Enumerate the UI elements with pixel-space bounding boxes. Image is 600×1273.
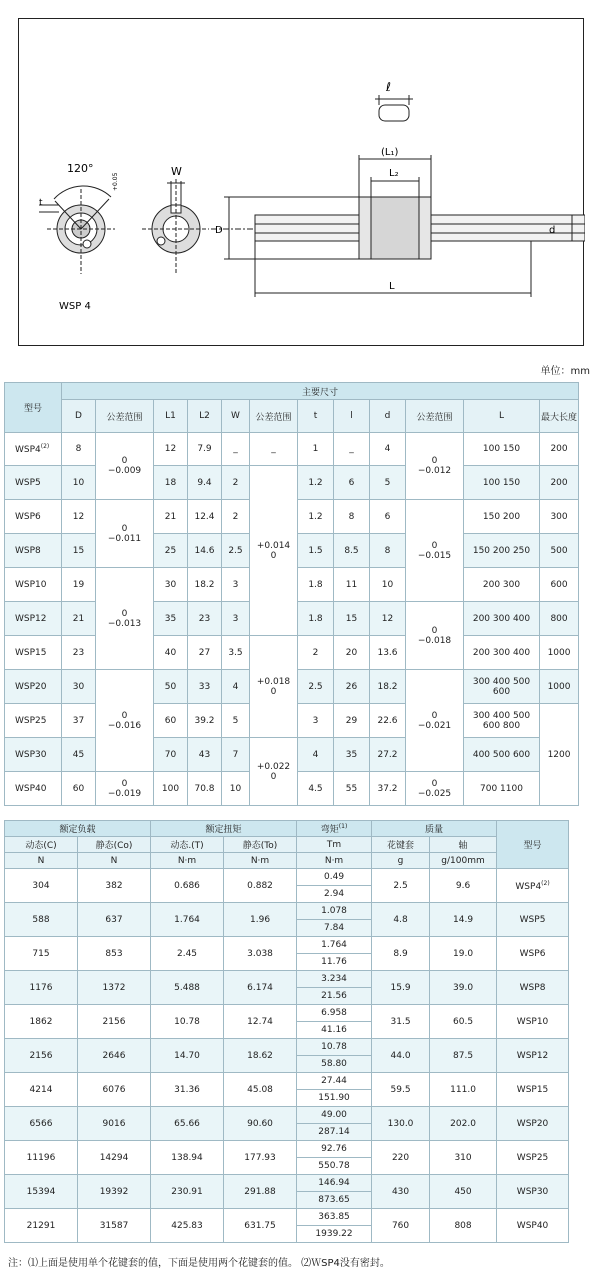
cell-L: 200 300 400 — [464, 602, 540, 636]
cell-t: 4.5 — [298, 772, 334, 806]
cell-maxlen: 1000 — [540, 670, 579, 704]
cell-moment-single: 1.078 — [297, 903, 372, 920]
cell-L1: 30 — [154, 568, 188, 602]
cell-maxlen: 500 — [540, 534, 579, 568]
cell-model: WSP15 — [497, 1073, 569, 1107]
cell-moment-double: 1939.22 — [297, 1226, 372, 1243]
cell-L: 100 150 — [464, 466, 540, 500]
cell-d: 8 — [370, 534, 406, 568]
cell-tol-W: +0.022 0 — [250, 738, 298, 806]
header-model2: 型号 — [497, 821, 569, 869]
cell-t: 1.2 — [298, 500, 334, 534]
unit-n: N — [5, 853, 78, 869]
unit-nm: N·m — [151, 853, 224, 869]
cell-d: 18.2 — [370, 670, 406, 704]
cell-t: 2.5 — [298, 670, 334, 704]
cell-mass-key: 8.9 — [372, 937, 430, 971]
cell-L1: 21 — [154, 500, 188, 534]
cell-t: 1 — [298, 433, 334, 466]
cell-l: 8 — [334, 500, 370, 534]
cell-t: 4 — [298, 738, 334, 772]
cell-to: 18.62 — [224, 1039, 297, 1073]
cell-D: 60 — [62, 772, 96, 806]
cell-W: 5 — [222, 704, 250, 738]
cell-co: 2156 — [78, 1005, 151, 1039]
cell-moment-single: 3.234 — [297, 971, 372, 988]
cell-c: 2156 — [5, 1039, 78, 1073]
cell-d: 4 — [370, 433, 406, 466]
cell-t: 5.488 — [151, 971, 224, 1005]
drawing-svg — [19, 19, 585, 347]
cell-co: 6076 — [78, 1073, 151, 1107]
cell-L2: 43 — [188, 738, 222, 772]
cell-moment-double: 7.84 — [297, 920, 372, 937]
cell-maxlen: 600 — [540, 568, 579, 602]
cell-tol-d: 0 −0.018 — [406, 602, 464, 670]
cell-mass-key: 31.5 — [372, 1005, 430, 1039]
cell-L2: 33 — [188, 670, 222, 704]
header-maxlen: 最大长度 — [540, 400, 579, 433]
header-W: W — [222, 400, 250, 433]
cell-L1: 60 — [154, 704, 188, 738]
table-row-model: WSP5 — [5, 466, 62, 500]
cell-d: 13.6 — [370, 636, 406, 670]
cell-to: 291.88 — [224, 1175, 297, 1209]
header-L: L — [464, 400, 540, 433]
cell-moment-single: 10.78 — [297, 1039, 372, 1056]
cell-D: 8 — [62, 433, 96, 466]
cell-tol-d: 0 −0.015 — [406, 500, 464, 602]
cell-mass-shaft: 310 — [430, 1141, 497, 1175]
cell-tol-D: 0 −0.009 — [96, 433, 154, 500]
cell-W: 2 — [222, 500, 250, 534]
cell-l: 8.5 — [334, 534, 370, 568]
cell-W: 3.5 — [222, 636, 250, 670]
header-key: 花键套 — [372, 837, 430, 853]
cell-c: 1176 — [5, 971, 78, 1005]
cell-to: 90.60 — [224, 1107, 297, 1141]
cell-W: 7 — [222, 738, 250, 772]
cell-W: 10 — [222, 772, 250, 806]
cell-model: WSP6 — [497, 937, 569, 971]
cell-mass-shaft: 808 — [430, 1209, 497, 1243]
cell-tol-D: 0 −0.019 — [96, 772, 154, 806]
table-row-model: WSP8 — [5, 534, 62, 568]
d-big-label: D — [215, 225, 223, 236]
cell-co: 14294 — [78, 1141, 151, 1175]
cell-tol-W: +0.014 0 — [250, 466, 298, 636]
table-row-model: WSP15 — [5, 636, 62, 670]
cell-c: 4214 — [5, 1073, 78, 1107]
unit-label: 单位：mm — [540, 366, 590, 377]
header-mass: 质量 — [372, 821, 497, 837]
cell-maxlen: 200 — [540, 433, 579, 466]
cell-model: WSP30 — [497, 1175, 569, 1209]
cell-c: 6566 — [5, 1107, 78, 1141]
cell-model: WSP25 — [497, 1141, 569, 1175]
cell-maxlen: 300 — [540, 500, 579, 534]
cell-D: 12 — [62, 500, 96, 534]
load-table — [4, 820, 569, 1243]
cell-L1: 35 — [154, 602, 188, 636]
cell-moment-double: 151.90 — [297, 1090, 372, 1107]
cell-W: 4 — [222, 670, 250, 704]
cell-c: 1862 — [5, 1005, 78, 1039]
header-l: l — [334, 400, 370, 433]
header-shaft: 轴 — [430, 837, 497, 853]
cell-d: 22.6 — [370, 704, 406, 738]
cell-mass-key: 59.5 — [372, 1073, 430, 1107]
cell-l: 29 — [334, 704, 370, 738]
cell-model: WSP40 — [497, 1209, 569, 1243]
cell-to: 3.038 — [224, 937, 297, 971]
cell-D: 10 — [62, 466, 96, 500]
cell-model: WSP5 — [497, 903, 569, 937]
cell-co: 2646 — [78, 1039, 151, 1073]
cell-L1: 100 — [154, 772, 188, 806]
cell-moment-single: 146.94 — [297, 1175, 372, 1192]
cell-moment-single: 27.44 — [297, 1073, 372, 1090]
cell-c: 304 — [5, 869, 78, 903]
unit-g: g — [372, 853, 430, 869]
cell-tol-D: 0 −0.016 — [96, 670, 154, 772]
cell-W: 2.5 — [222, 534, 250, 568]
cell-mass-key: 15.9 — [372, 971, 430, 1005]
cell-L: 200 300 400 — [464, 636, 540, 670]
cell-t: 230.91 — [151, 1175, 224, 1209]
tolerance-label: +0.05 — [112, 172, 119, 191]
header-moment: 弯矩$^{(1)}$ — [297, 821, 372, 837]
technical-drawing — [18, 18, 584, 346]
cell-l: 26 — [334, 670, 370, 704]
header-sta-to: 静态(To) — [224, 837, 297, 853]
cell-moment-single: 92.76 — [297, 1141, 372, 1158]
cell-L2: 9.4 — [188, 466, 222, 500]
cell-l: 20 — [334, 636, 370, 670]
cell-mass-key: 760 — [372, 1209, 430, 1243]
end-view-left — [39, 186, 115, 274]
cell-t: 1.8 — [298, 602, 334, 636]
cell-mass-shaft: 87.5 — [430, 1039, 497, 1073]
cell-model: WSP8 — [497, 971, 569, 1005]
cell-d: 37.2 — [370, 772, 406, 806]
cell-mass-shaft: 450 — [430, 1175, 497, 1209]
cell-tol-d: 0 −0.012 — [406, 433, 464, 500]
cell-co: 1372 — [78, 971, 151, 1005]
cell-t: 425.83 — [151, 1209, 224, 1243]
cell-t: 2.45 — [151, 937, 224, 971]
unit-n2: N — [78, 853, 151, 869]
cell-to: 1.96 — [224, 903, 297, 937]
cell-moment-double: 873.65 — [297, 1192, 372, 1209]
cell-L2: 23 — [188, 602, 222, 636]
cell-L2: 7.9 — [188, 433, 222, 466]
cell-W: _ — [222, 433, 250, 466]
cell-L1: 50 — [154, 670, 188, 704]
cell-tol-d: 0 −0.021 — [406, 670, 464, 772]
cell-moment-double: 41.16 — [297, 1022, 372, 1039]
cell-c: 11196 — [5, 1141, 78, 1175]
cell-L1: 40 — [154, 636, 188, 670]
cell-tol-d: 0 −0.025 — [406, 772, 464, 806]
cell-l: 11 — [334, 568, 370, 602]
header-d: d — [370, 400, 406, 433]
cell-c: 21291 — [5, 1209, 78, 1243]
model-label: WSP 4 — [59, 301, 91, 312]
header-tol-W: 公差范围 — [250, 400, 298, 433]
table-row-model: WSP10 — [5, 568, 62, 602]
cell-mass-key: 2.5 — [372, 869, 430, 903]
header-torque: 额定扭矩 — [151, 821, 297, 837]
unit-nm2: N·m — [224, 853, 297, 869]
angle-label: 120° — [67, 162, 94, 175]
w-label: W — [171, 165, 182, 178]
cell-co: 19392 — [78, 1175, 151, 1209]
cell-D: 23 — [62, 636, 96, 670]
header-load: 额定负载 — [5, 821, 151, 837]
cell-L1: 25 — [154, 534, 188, 568]
cell-moment-double: 2.94 — [297, 886, 372, 903]
cell-D: 37 — [62, 704, 96, 738]
cell-t: 14.70 — [151, 1039, 224, 1073]
cell-mass-shaft: 111.0 — [430, 1073, 497, 1107]
cell-L: 200 300 — [464, 568, 540, 602]
cell-co: 31587 — [78, 1209, 151, 1243]
cell-t: 1.8 — [298, 568, 334, 602]
cell-mass-shaft: 9.6 — [430, 869, 497, 903]
cell-moment-double: 58.80 — [297, 1056, 372, 1073]
cell-L2: 14.6 — [188, 534, 222, 568]
footnote: 注：⑴上面是使用单个花键套的值，下面是使用两个花键套的值。 ⑵ＷSP4没有密封。 — [8, 1258, 390, 1269]
cell-c: 588 — [5, 903, 78, 937]
cell-l: 55 — [334, 772, 370, 806]
table-row-model: WSP40 — [5, 772, 62, 806]
cell-t: 138.94 — [151, 1141, 224, 1175]
cell-tol-D: 0 −0.013 — [96, 568, 154, 670]
cell-c: 15394 — [5, 1175, 78, 1209]
cell-moment-double: 21.56 — [297, 988, 372, 1005]
l-label: L — [389, 281, 395, 292]
cell-t: 10.78 — [151, 1005, 224, 1039]
unit-nm3: N·m — [297, 853, 372, 869]
cell-mass-shaft: 202.0 — [430, 1107, 497, 1141]
l-small-label: ℓ — [386, 80, 391, 94]
cell-l: 15 — [334, 602, 370, 636]
cell-t: 65.66 — [151, 1107, 224, 1141]
cell-maxlen: 1200 — [540, 704, 579, 806]
cell-t: 1.5 — [298, 534, 334, 568]
cell-t: 31.36 — [151, 1073, 224, 1107]
cell-co: 9016 — [78, 1107, 151, 1141]
cell-moment-single: 0.49 — [297, 869, 372, 886]
cell-L: 700 1100 — [464, 772, 540, 806]
cell-maxlen: 200 — [540, 466, 579, 500]
cell-to: 0.882 — [224, 869, 297, 903]
cell-moment-single: 6.958 — [297, 1005, 372, 1022]
cell-moment-double: 550.78 — [297, 1158, 372, 1175]
cell-D: 15 — [62, 534, 96, 568]
cell-mass-key: 44.0 — [372, 1039, 430, 1073]
cell-t: 2 — [298, 636, 334, 670]
cell-D: 19 — [62, 568, 96, 602]
header-main: 主要尺寸 — [62, 383, 579, 400]
cell-maxlen: 1000 — [540, 636, 579, 670]
table-row-model: WSP20 — [5, 670, 62, 704]
header-dyn-c: 动态(C) — [5, 837, 78, 853]
cell-to: 177.93 — [224, 1141, 297, 1175]
cell-t: 1.764 — [151, 903, 224, 937]
table-row-model: WSP25 — [5, 704, 62, 738]
table-row-model: WSP6 — [5, 500, 62, 534]
cell-moment-single: 363.85 — [297, 1209, 372, 1226]
cell-L1: 12 — [154, 433, 188, 466]
table-row-model: WSP12 — [5, 602, 62, 636]
header-L1: L1 — [154, 400, 188, 433]
cell-mass-key: 130.0 — [372, 1107, 430, 1141]
unit-g100: g/100mm — [430, 853, 497, 869]
cell-tol-W: +0.018 0 — [250, 636, 298, 738]
header-L2: L2 — [188, 400, 222, 433]
cell-d: 12 — [370, 602, 406, 636]
cell-maxlen: 800 — [540, 602, 579, 636]
cell-tol-D: 0 −0.011 — [96, 500, 154, 568]
cell-c: 715 — [5, 937, 78, 971]
cell-L2: 12.4 — [188, 500, 222, 534]
cell-co: 382 — [78, 869, 151, 903]
cell-D: 30 — [62, 670, 96, 704]
table-row-model: WSP4$^{(2)}$ — [5, 433, 62, 466]
cell-L: 100 150 — [464, 433, 540, 466]
dimension-table — [4, 382, 579, 806]
cell-L1: 18 — [154, 466, 188, 500]
header-tol-D: 公差范围 — [96, 400, 154, 433]
header-tm: Tm — [297, 837, 372, 853]
header-sta-co: 静态(Co) — [78, 837, 151, 853]
cell-mass-shaft: 60.5 — [430, 1005, 497, 1039]
cell-d: 5 — [370, 466, 406, 500]
table-row-model: WSP30 — [5, 738, 62, 772]
cell-l: _ — [334, 433, 370, 466]
cell-L: 150 200 250 — [464, 534, 540, 568]
header-dyn-t: 动态.(T) — [151, 837, 224, 853]
cell-d: 6 — [370, 500, 406, 534]
cell-co: 637 — [78, 903, 151, 937]
cell-W: 3 — [222, 568, 250, 602]
cell-mass-key: 4.8 — [372, 903, 430, 937]
cell-mass-shaft: 39.0 — [430, 971, 497, 1005]
cell-t: 1.2 — [298, 466, 334, 500]
cell-t: 3 — [298, 704, 334, 738]
cell-to: 6.174 — [224, 971, 297, 1005]
cell-L2: 27 — [188, 636, 222, 670]
l1-label: (L₁) — [381, 147, 399, 158]
cell-L: 150 200 — [464, 500, 540, 534]
cell-model: WSP10 — [497, 1005, 569, 1039]
cell-moment-double: 287.14 — [297, 1124, 372, 1141]
cell-model: WSP20 — [497, 1107, 569, 1141]
cell-mass-key: 220 — [372, 1141, 430, 1175]
cell-to: 12.74 — [224, 1005, 297, 1039]
cell-mass-shaft: 14.9 — [430, 903, 497, 937]
cell-D: 21 — [62, 602, 96, 636]
cell-D: 45 — [62, 738, 96, 772]
cell-W: 3 — [222, 602, 250, 636]
cell-mass-shaft: 19.0 — [430, 937, 497, 971]
t-label-left: t — [39, 198, 43, 208]
cell-t: 0.686 — [151, 869, 224, 903]
cell-moment-single: 1.764 — [297, 937, 372, 954]
cell-L2: 39.2 — [188, 704, 222, 738]
side-view — [211, 95, 585, 297]
cell-co: 853 — [78, 937, 151, 971]
cell-L: 300 400 500 600 800 — [464, 704, 540, 738]
header-tol-d: 公差范围 — [406, 400, 464, 433]
d-small-label: d — [549, 225, 556, 236]
cell-to: 45.08 — [224, 1073, 297, 1107]
cell-to: 631.75 — [224, 1209, 297, 1243]
cell-moment-single: 49.00 — [297, 1107, 372, 1124]
header-model: 型号 — [5, 383, 62, 433]
cell-l: 35 — [334, 738, 370, 772]
cell-L: 400 500 600 — [464, 738, 540, 772]
end-view-mid — [142, 179, 209, 274]
cell-model: WSP12 — [497, 1039, 569, 1073]
cell-moment-double: 11.76 — [297, 954, 372, 971]
cell-L1: 70 — [154, 738, 188, 772]
cell-L2: 18.2 — [188, 568, 222, 602]
header-D: D — [62, 400, 96, 433]
cell-d: 10 — [370, 568, 406, 602]
cell-tol-W: _ — [250, 433, 298, 466]
cell-L2: 70.8 — [188, 772, 222, 806]
cell-l: 6 — [334, 466, 370, 500]
cell-L: 300 400 500 600 — [464, 670, 540, 704]
cell-mass-key: 430 — [372, 1175, 430, 1209]
header-t: t — [298, 400, 334, 433]
l2-label: L₂ — [389, 168, 399, 179]
cell-d: 27.2 — [370, 738, 406, 772]
cell-model: WSP4$^{(2)}$ — [497, 869, 569, 903]
cell-W: 2 — [222, 466, 250, 500]
